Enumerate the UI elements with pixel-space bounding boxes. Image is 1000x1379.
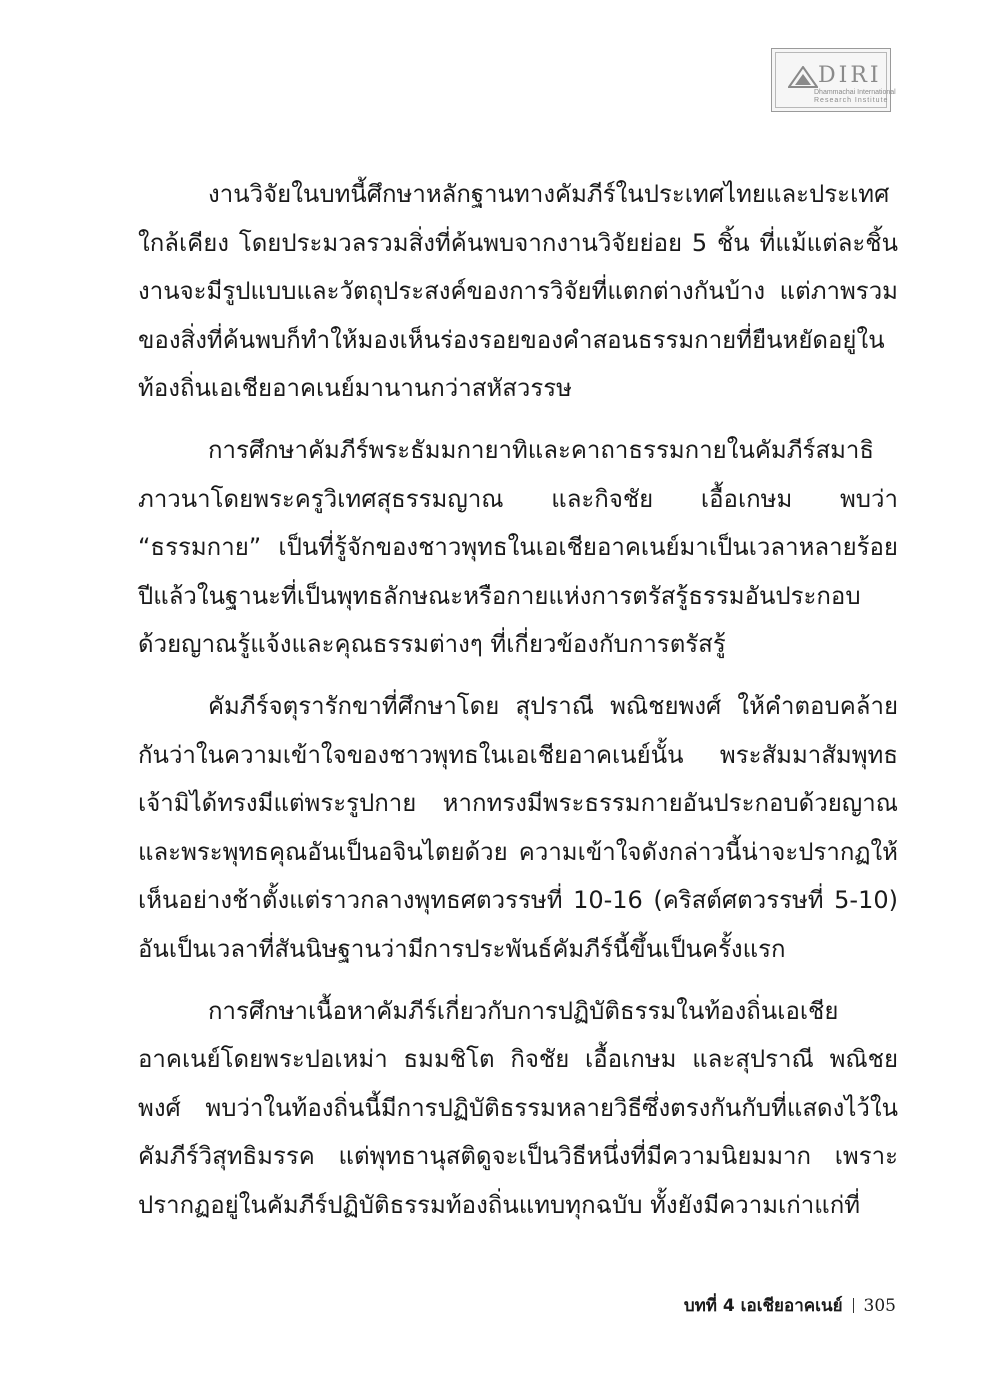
logo-line-1: Dhammachai International [814,89,896,96]
page-footer [684,1292,896,1319]
diri-logo [771,48,896,112]
paragraph-4: การศึกษาเนื้อหาคัมภีร์เกี่ยวกับการปฏิบัติธรรมในท้องถิ่นเอเชียอาคเนย์โดยพระปอเหม่า ธมมชิโต กิจชัย เอื้อเกษม และสุปราณี พณิชยพงศ์ พบว่าในท้องถิ่นนี้มีการปฏิบัติธรรมหลายวิธีซึ่งตรงกันกับที่แสดงไว้ในคัมภีร์วิสุทธิมรรค แต่พุทธานุสติดูจะเป็นวิธีหนึ่งที่มีความนิยมมาก เพราะปรากฏอยู่ในคัมภีร์ปฏิบัติธรรมท้องถิ่นแทบทุกฉบับ ทั้งยังมีความเก่าแก่ที่ [138,996,898,1219]
paragraph-1: งานวิจัยในบทนี้ศึกษาหลักฐานทางคัมภีร์ในประเทศไทยและประเทศใกล้เคียง โดยประมวลรวมสิ่งที่ค้นพบจากงานวิจัยย่อย 5 ชิ้น ที่แม้แต่ละชิ้นงานจะมีรูปแบบและวัตถุประสงค์ของการวิจัยที่แตกต่างกันบ้าง แต่ภาพรวมของสิ่งที่ค้นพบก็ทำให้มองเห็นร่องรอยของคำสอนธรรมกายที่ยืนหยัดอยู่ในท้องถิ่นเอเชียอาคเนย์มานานกว่าสหัสวรรษ [138,180,898,403]
page-number: 305 [863,1296,896,1316]
footer-divider [853,1298,854,1313]
logo-line-2: Research Institute [814,97,889,104]
chapter-title: บทที่ 4 เอเชียอาคเนย์ [683,1296,843,1316]
logo-frame [775,52,896,108]
triangle-logo-icon [788,66,818,88]
paragraph-2: การศึกษาคัมภีร์พระธัมมกายาทิและคาถาธรรมกายในคัมภีร์สมาธิภาวนาโดยพระครูวิเทศสุธรรมญาณ และกิจชัย เอื้อเกษม พบว่า “ธรรมกาย” เป็นที่รู้จักของชาวพุทธในเอเชียอาคเนย์มาเป็นเวลาหลายร้อยปีแล้วในฐานะที่เป็นพุทธลักษณะหรือกายแห่งการตรัสรู้ธรรมอันประกอบด้วยญาณรู้แจ้งและคุณธรรมต่างๆ ที่เกี่ยวข้องกับการตรัสรู้ [138,435,898,659]
logo-name: DIRI [818,63,882,88]
body-text [138,170,898,1242]
paragraph-3: คัมภีร์จตุรารักขาที่ศึกษาโดย สุปราณี พณิชยพงศ์ ให้คำตอบคล้ายกันว่าในความเข้าใจของชาวพุทธในเอเชียอาคเนย์นั้น พระสัมมาสัมพุทธเจ้ามิได้ทรงมีแต่พระรูปกาย หากทรงมีพระธรรมกายอันประกอบด้วยญาณและพระพุทธคุณอันเป็นอจินไตยด้วย ความเข้าใจดังกล่าวนี้น่าจะปรากฏให้เห็นอย่างช้าตั้งแต่ราวกลางพุทธศตวรรษที่ 10-16 (คริสต์ศตวรรษที่ 5-10) อันเป็นเวลาที่สันนิษฐานว่ามีการประพันธ์คัมภีร์นี้ขึ้นเป็นครั้งแรก [138,691,898,963]
